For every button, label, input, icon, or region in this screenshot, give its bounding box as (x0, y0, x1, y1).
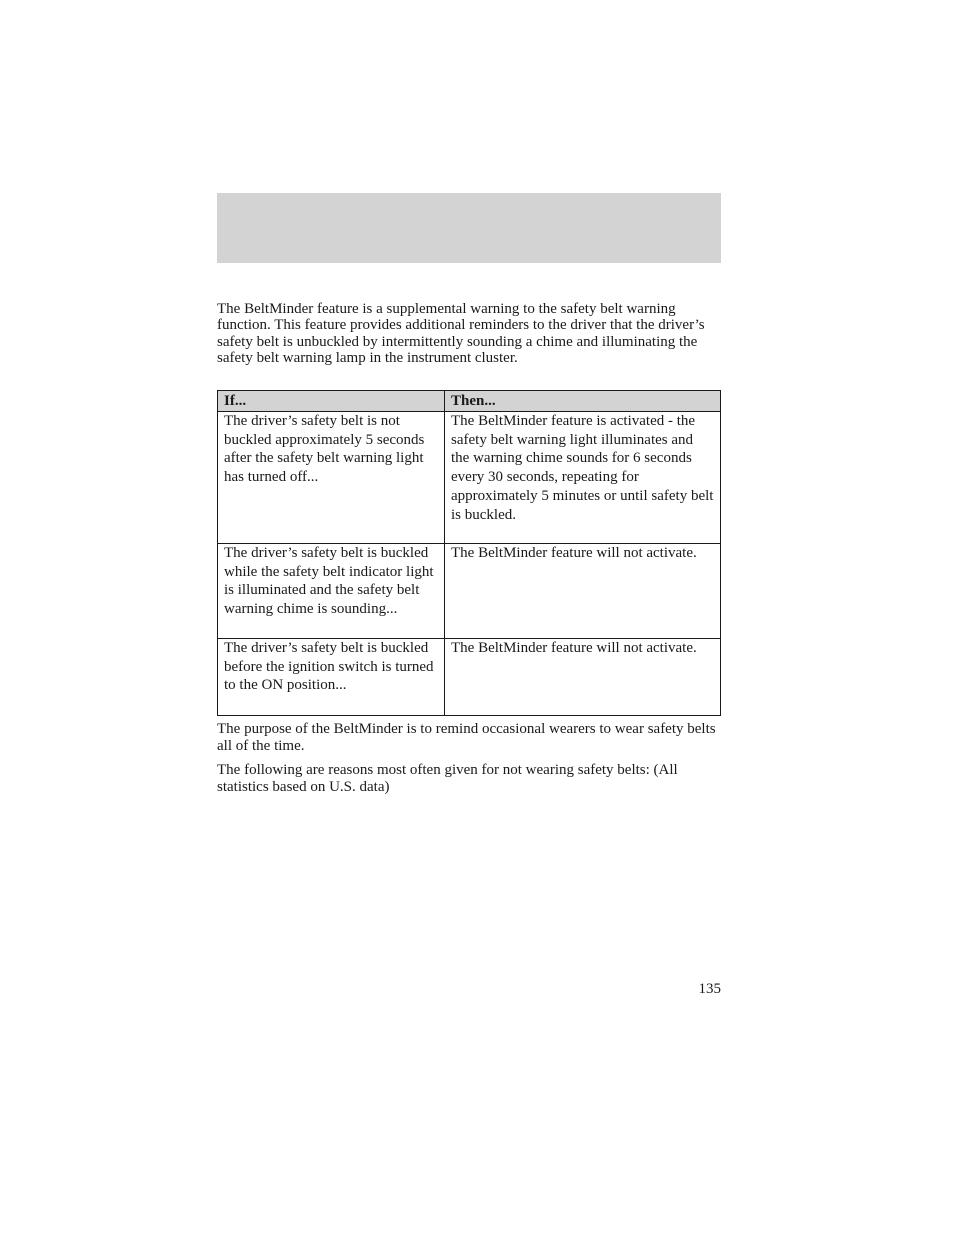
intro-paragraph: The BeltMinder feature is a supplemental warning to the safety belt warning function. This feature provides additional reminders to the driver that the driver’s safety belt is unbuckled by intermittently sounding a chime and illuminating the safety belt warning lamp in the instrument cluster. (217, 301, 705, 367)
table-row (218, 412, 721, 544)
table-cell-then: The BeltMinder feature will not activate. (445, 544, 721, 639)
beltminder-table (217, 390, 721, 716)
table-cell-then: The BeltMinder feature will not activate. (445, 639, 721, 716)
section-header-band (217, 193, 721, 263)
table-cell-if: The driver’s safety belt is not buckled approximately 5 seconds after the safety belt warning light has turned off... (218, 412, 445, 544)
column-header-then: Then... (445, 391, 721, 412)
table-cell-if: The driver’s safety belt is buckled before the ignition switch is turned to the ON position... (218, 639, 445, 716)
reasons-paragraph: The following are reasons most often given for not wearing safety belts: (All statistics based on U.S. data) (217, 762, 678, 795)
table-cell-then: The BeltMinder feature is activated - the safety belt warning light illuminates and the warning chime sounds for 6 seconds every 30 seconds, repeating for approximately 5 minutes or until safety belt is buckled. (445, 412, 721, 544)
column-header-if: If... (218, 391, 445, 412)
page-number: 135 (698, 981, 721, 997)
table-cell-if: The driver’s safety belt is buckled while the safety belt indicator light is illuminated and the safety belt warning chime is sounding... (218, 544, 445, 639)
table-row (218, 544, 721, 639)
table-header-row (218, 391, 721, 412)
table-row (218, 639, 721, 716)
purpose-paragraph: The purpose of the BeltMinder is to remind occasional wearers to wear safety belts all of the time. (217, 721, 716, 754)
